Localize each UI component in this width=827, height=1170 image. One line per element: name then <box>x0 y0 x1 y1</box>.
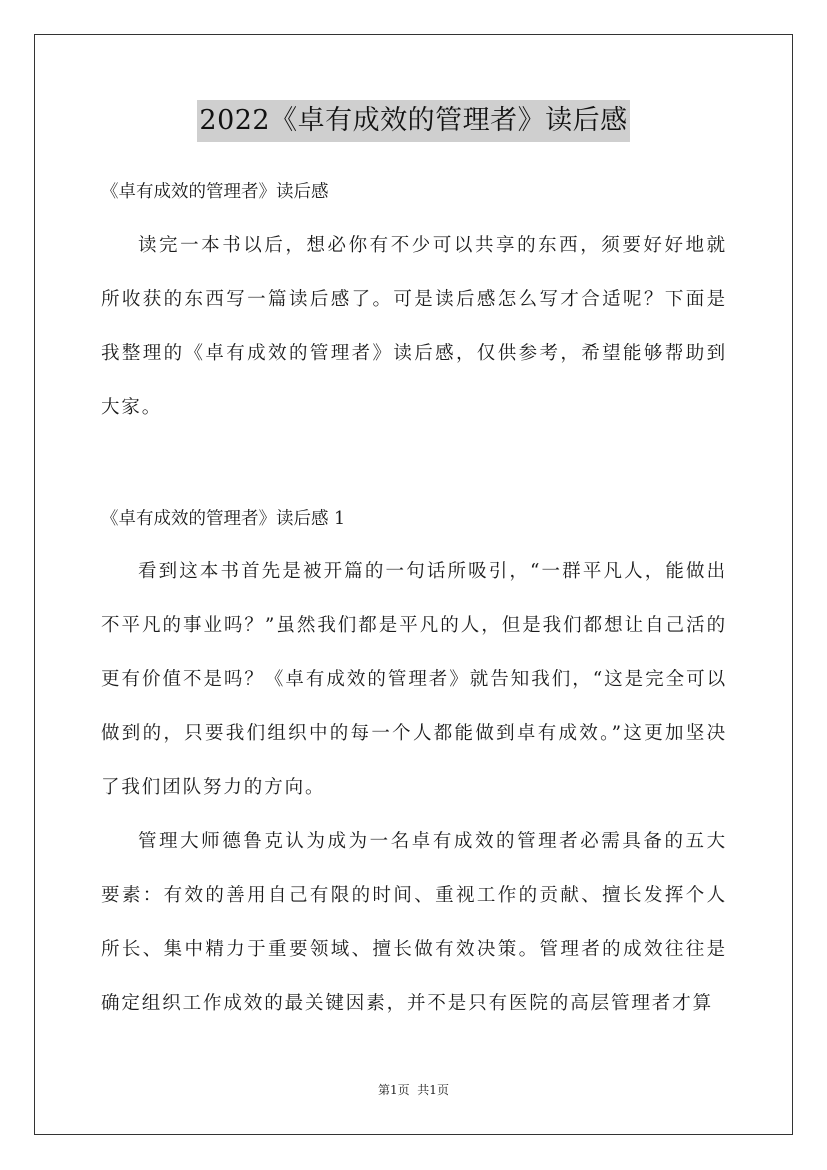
intro-paragraph-container <box>101 219 727 435</box>
section-heading-1: 《卓有成效的管理者》读后感 <box>101 182 329 202</box>
body-paragraph-1-container <box>101 545 727 815</box>
page-number-footer: 第1页 共1页 <box>378 1083 449 1097</box>
body-paragraph-1: 看到这本书首先是被开篇的一句话所吸引，“一群平凡人，能做出不平凡的事业吗？”虽然我们都是平凡的人，但是我们都想让自己活的更有价值不是吗？《卓有成效的管理者》就告知我们，“这是完全可以做到的，只要我们组织中的每一个人都能做到卓有成效。”这更加坚决了我们团队努力的方向。 <box>101 561 727 798</box>
title-container <box>0 100 827 142</box>
body-paragraph-2-container <box>101 815 727 1031</box>
section-heading-1-container <box>101 177 727 207</box>
section-heading-2-container <box>101 504 727 534</box>
document-title: 2022《卓有成效的管理者》读后感 <box>197 100 629 142</box>
section-heading-2: 《卓有成效的管理者》读后感 1 <box>101 509 346 529</box>
body-paragraph-2: 管理大师德鲁克认为成为一名卓有成效的管理者必需具备的五大要素：有效的善用自己有限的时间、重视工作的贡献、擅长发挥个人所长、集中精力于重要领域、擅长做有效决策。管理者的成效往往是确定组织工作成效的最关键因素，并不是只有医院的高层管理者才算 <box>101 831 727 1014</box>
intro-paragraph: 读完一本书以后，想必你有不少可以共享的东西，须要好好地就所收获的东西写一篇读后感了。可是读后感怎么写才合适呢？下面是我整理的《卓有成效的管理者》读后感，仅供参考，希望能够帮助到大家。 <box>101 235 727 418</box>
